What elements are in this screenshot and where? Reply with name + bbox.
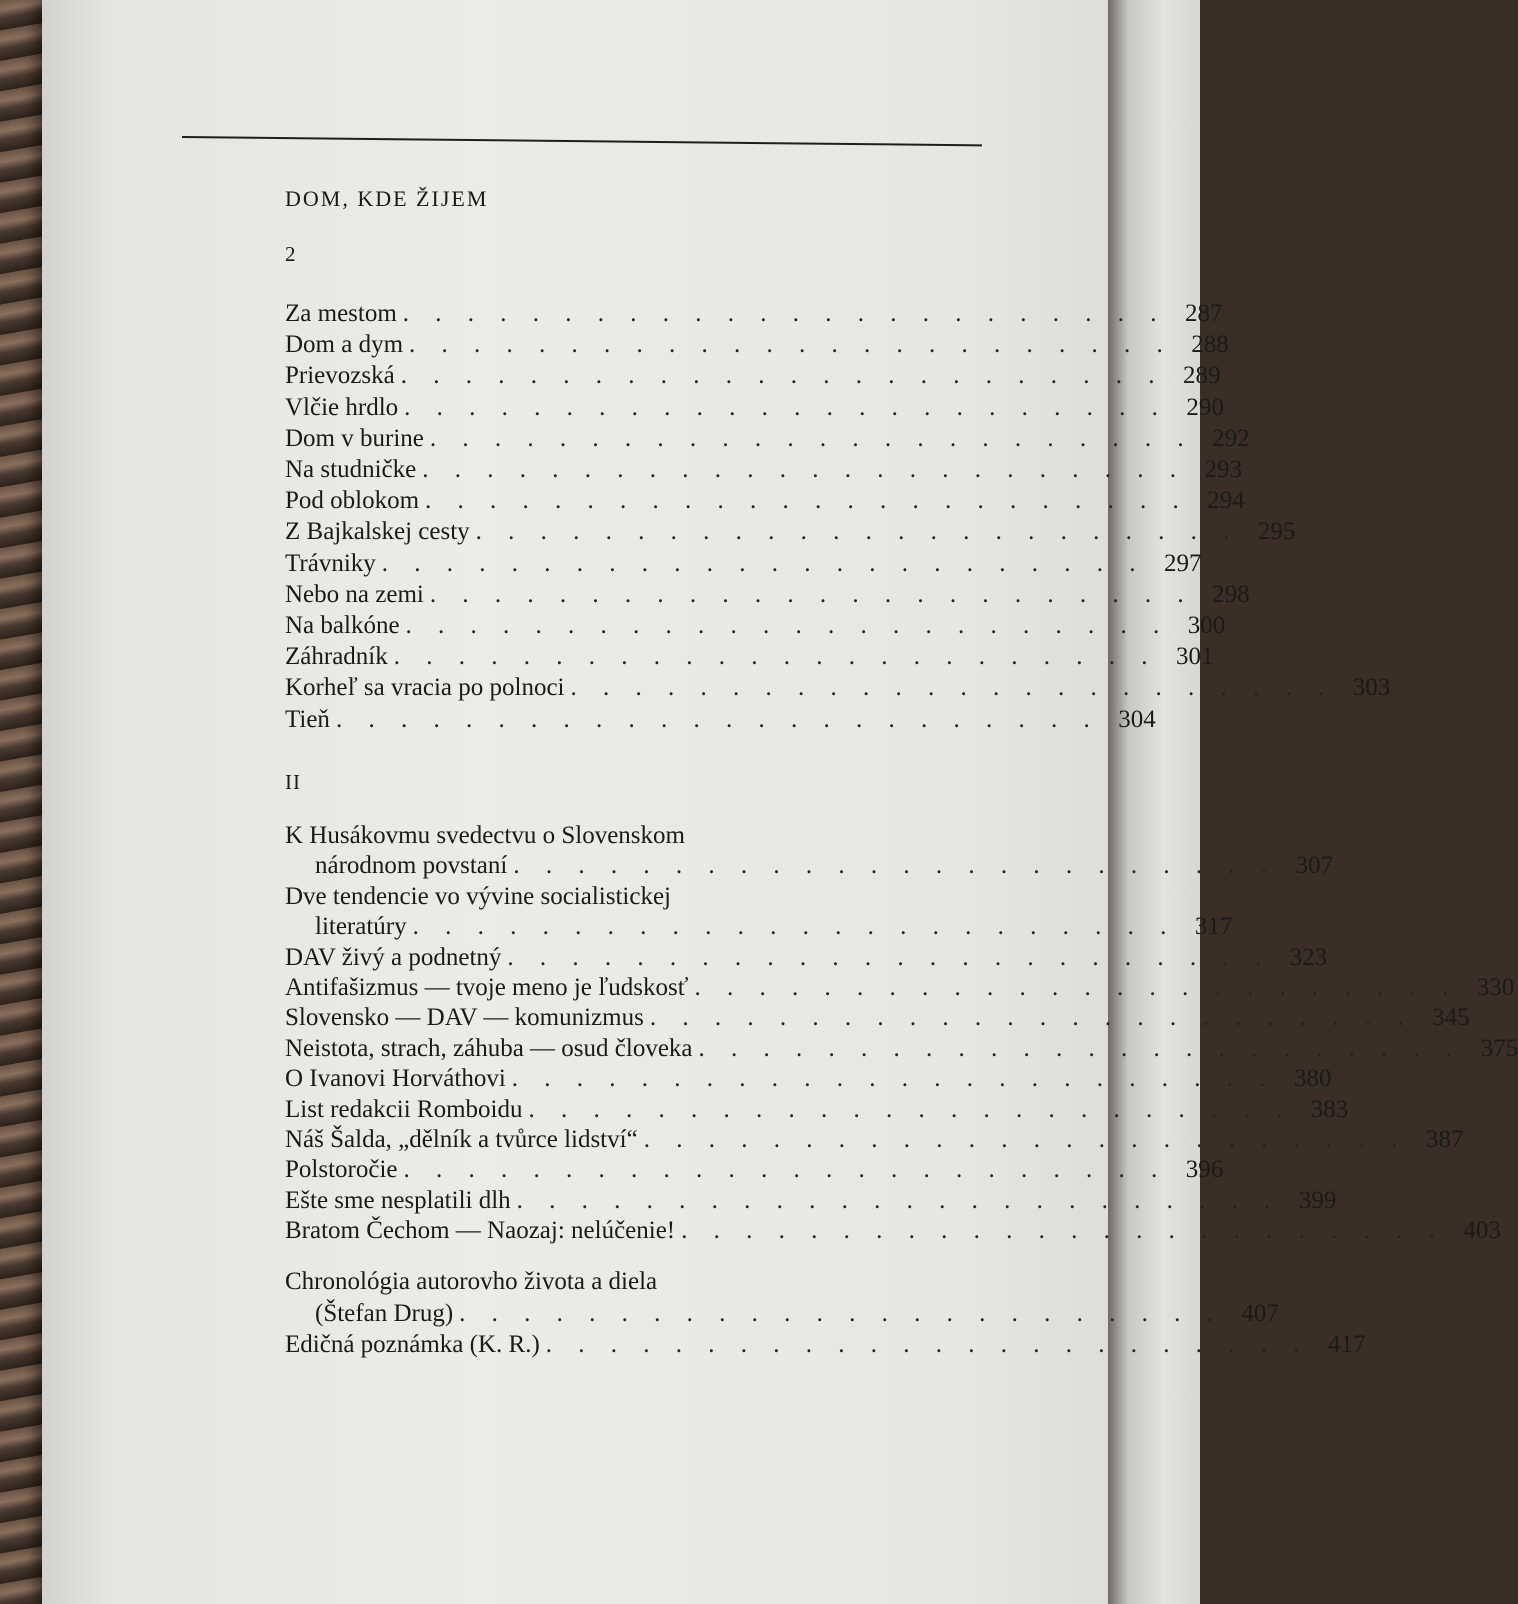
toc-entry-title: Slovensko — DAV — komunizmus [285,1004,644,1032]
toc-entry-page: 304 [1118,705,1156,733]
toc-entry [285,1124,1464,1156]
toc-entry-title: Dom a dym [285,331,404,359]
dot-leader: . . . . . . . . . . . . . . . . . . . . . . . . [516,1186,1281,1214]
dot-leader: . . . . . . . . . . . . . . . . . . . . . . . . [681,1217,1445,1245]
dot-leader: . . . . . . . . . . . . . . . . . . . . . . . . [459,1299,1223,1327]
toc-entry-page: 307 [1295,852,1334,880]
toc-entry-title: Tieň [285,705,330,733]
toc-entry-page: 383 [1310,1095,1349,1123]
dot-leader: . . . . . . . . . . . . . . . . . . . . . . . . [475,518,1240,546]
toc-entry [285,1002,1470,1034]
toc-entry [285,704,1156,736]
toc-entry [285,579,1250,611]
toc-entry [285,1033,1518,1065]
dot-leader: . . . . . . . . . . . . . . . . . . . . . . . . [429,580,1194,608]
toc-entry [285,911,1233,943]
toc-entry-page: 403 [1463,1217,1501,1245]
toc-entry-page: 297 [1164,549,1202,577]
toc-entry [285,1329,1366,1361]
toc-entry-page: 303 [1352,674,1391,702]
toc-entry [285,548,1202,580]
toc-entry [285,1094,1349,1126]
toc-entry-page: 323 [1289,943,1328,971]
dot-leader: . . . . . . . . . . . . . . . . . . . . . . . . [425,487,1189,515]
dot-leader: . . . . . . . . . . . . . . . . . . . . . . . . [393,643,1158,671]
toc-entry-page: 380 [1294,1065,1332,1093]
toc-entry-page: 292 [1212,424,1250,452]
dot-leader: . . . . . . . . . . . . . . . . . . . . . . . . [412,913,1177,941]
toc-entry-title: Za mestom [285,300,397,327]
toc-entry [285,360,1221,392]
toc-entry [285,329,1229,361]
toc-entry [285,516,1296,548]
header-rule [182,136,982,146]
toc-entry-title: Antifašizmus — tvoje meno je ľudskosť [285,974,689,1001]
toc-entry [285,1185,1337,1217]
dot-leader: . . . . . . . . . . . . . . . . . . . . . . . . [335,705,1100,733]
toc-entry-page: 399 [1298,1186,1337,1214]
toc-entry-title: Záhradník [285,643,388,671]
toc-entry-title-continued: národnom povstaní [315,852,508,880]
toc-entry [285,423,1250,455]
dot-leader: . . . . . . . . . . . . . . . . . . . . . . . . [409,331,1173,359]
toc-entry-page: 293 [1204,456,1242,483]
dot-leader: . . . . . . . . . . . . . . . . . . . . . . . . [422,456,1186,483]
toc-entry [285,641,1214,673]
dot-leader: . . . . . . . . . . . . . . . . . . . . . . . . [545,1331,1310,1358]
dot-leader: . . . . . . . . . . . . . . . . . . . . . . . . [570,674,1335,702]
dot-leader: . . . . . . . . . . . . . . . . . . . . . . . . [698,1034,1463,1062]
toc-entry-page: 387 [1425,1126,1464,1153]
toc-entry-title: Náš Šalda, „dělník a tvůrce lidství“ [285,1126,638,1153]
dot-leader: . . . . . . . . . . . . . . . . . . . . . . . . [429,424,1194,452]
toc-entry-title: Na studničke [285,456,417,483]
toc-entry-page: 295 [1257,518,1296,546]
toc-entry [285,454,1242,486]
section-heading: II [285,770,301,794]
toc-entry [285,1298,1279,1330]
toc-entry-page: 375 [1480,1034,1518,1062]
dot-leader: . . . . . . . . . . . . . . . . . . . . . . . . [405,612,1170,639]
toc-entry-title: Nebo na zemi [285,580,424,608]
toc-entry-page: 287 [1185,300,1223,327]
toc-entry-title: Polstoročie [285,1156,398,1184]
toc-entry-title: Neistota, strach, záhuba — osud človeka [285,1034,693,1062]
toc-entry-page: 294 [1207,487,1245,515]
dot-leader: . . . . . . . . . . . . . . . . . . . . . . . . [403,1156,1168,1184]
toc-entry-title: Na balkóne [285,612,400,639]
dot-leader: . . . . . . . . . . . . . . . . . . . . . . . . [402,300,1167,327]
toc-entry-page: 289 [1182,362,1221,390]
toc-entry-title-continued: literatúry [315,913,407,941]
toc-entry [285,298,1223,330]
toc-entry [285,972,1515,1004]
dot-leader: . . . . . . . . . . . . . . . . . . . . . . . . [513,852,1278,880]
toc-entry-title: Edičná poznámka (K. R.) [285,1331,540,1358]
toc-entry-title: O Ivanovi Horváthovi [285,1065,506,1093]
toc-entry [285,1154,1224,1186]
toc-entry-page: 396 [1185,1156,1224,1184]
toc-entry-page: 345 [1432,1004,1470,1032]
toc-entry-title: Prievozská [285,362,395,390]
toc-entry-title-continued: (Štefan Drug) [315,1299,454,1327]
toc-entry-page: 407 [1241,1299,1279,1327]
dot-leader: . . . . . . . . . . . . . . . . . . . . . . . . [694,974,1459,1001]
toc-entry [285,850,1334,882]
dot-leader: . . . . . . . . . . . . . . . . . . . . . . . . [400,362,1165,390]
toc-entry-title: K Husákovmu svedectvu o Slovenskom [285,822,685,849]
toc-entry-title: Vlčie hrdlo [285,393,399,421]
toc-entry-title: Chronológia autorovho života a diela [285,1268,658,1295]
toc-entry-page: 301 [1175,643,1214,671]
toc-entry-page: 290 [1186,393,1224,421]
toc-entry [285,672,1391,704]
toc-entry [285,1215,1501,1247]
toc-entry [285,610,1226,642]
toc-entry [285,1063,1332,1095]
toc-entry-page: 300 [1187,612,1226,639]
dot-leader: . . . . . . . . . . . . . . . . . . . . . . . . [404,393,1168,421]
section-heading: 2 [285,242,297,266]
toc-entry-title: Dom v burine [285,424,424,452]
toc-entry-page: 330 [1476,974,1515,1001]
toc-entry-page: 417 [1328,1331,1366,1358]
toc-entry-page: 288 [1191,331,1229,359]
toc-entry-title: Korheľ sa vracia po polnoci [285,674,565,702]
toc-entry-title: Dve tendencie vo vývine socialistickej [285,882,671,910]
running-head: DOM, KDE ŽIJEM [285,186,489,211]
toc-entry [285,392,1224,424]
dot-leader: . . . . . . . . . . . . . . . . . . . . . . . . [649,1004,1414,1032]
toc-entry-title: DAV živý a podnetný [285,943,502,971]
toc-entry-title: Bratom Čechom — Naozaj: nelúčenie! [285,1217,676,1245]
dot-leader: . . . . . . . . . . . . . . . . . . . . . . . . [381,549,1146,577]
toc-entry-title: Trávniky [285,549,376,577]
toc-entry-title: Z Bajkalskej cesty [285,518,470,546]
toc-entry [285,485,1245,517]
toc-entry-title: Ešte sme nesplatili dlh [285,1186,511,1214]
toc-entry-title: Pod oblokom [285,487,420,515]
toc-entry-page: 298 [1212,580,1250,608]
dot-leader: . . . . . . . . . . . . . . . . . . . . . . . . [511,1065,1276,1093]
toc-entry-page: 317 [1194,913,1233,941]
dot-leader: . . . . . . . . . . . . . . . . . . . . . . . . [507,943,1272,971]
toc-entry [285,942,1328,974]
dot-leader: . . . . . . . . . . . . . . . . . . . . . . . . [528,1095,1293,1123]
dot-leader: . . . . . . . . . . . . . . . . . . . . . . . . [643,1126,1408,1153]
toc-entry-title: List redakcii Romboidu [285,1095,523,1123]
